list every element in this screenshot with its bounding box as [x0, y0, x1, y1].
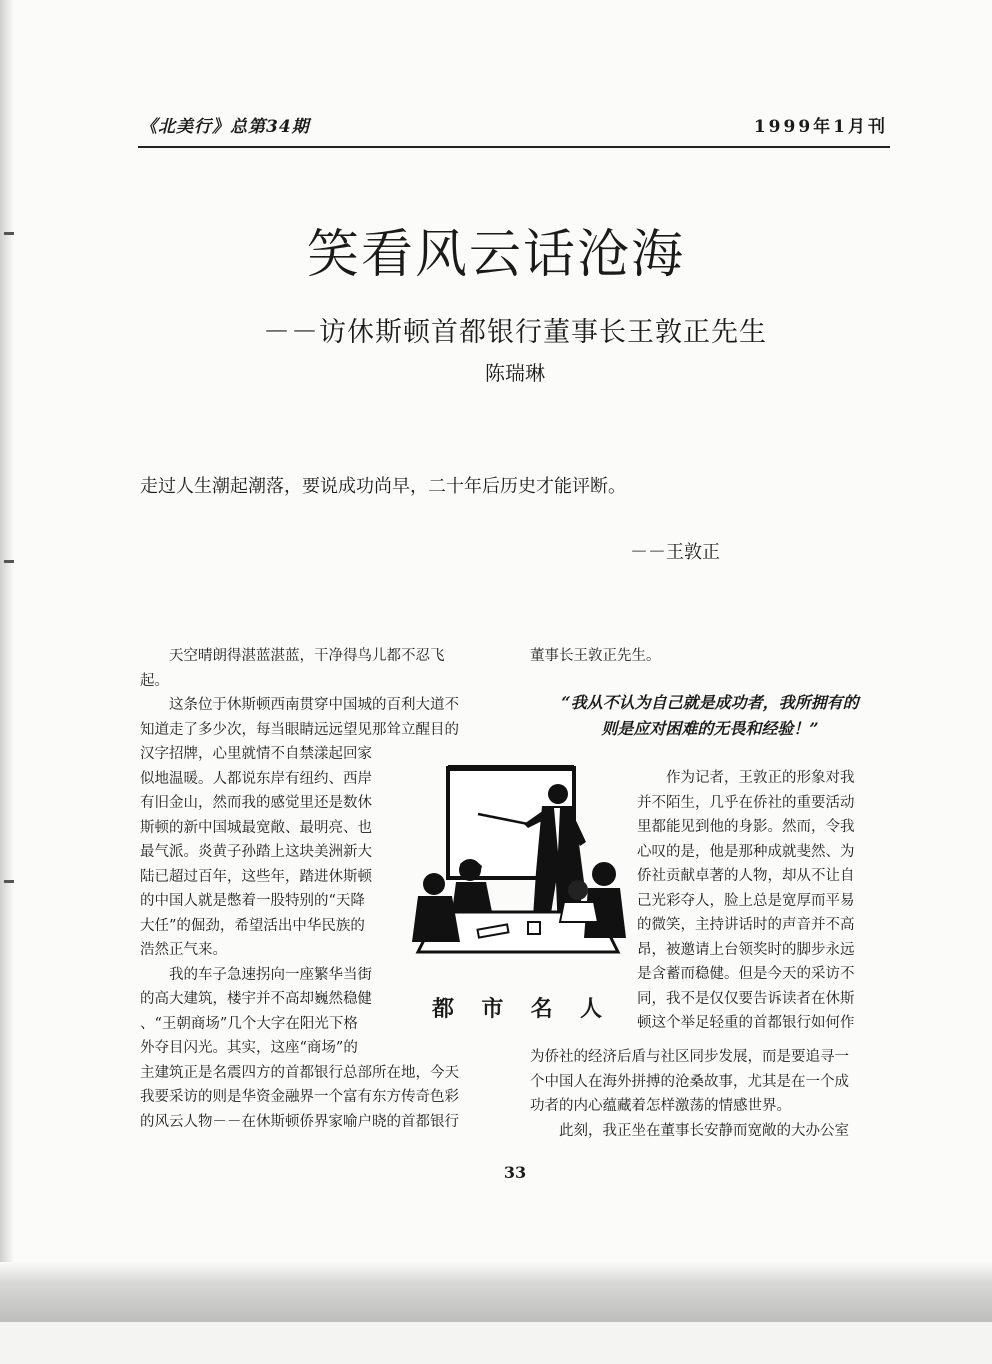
- scan-margin: [0, 1322, 992, 1364]
- body-line: 同，我不是仅仅要告诉读者在休斯: [637, 990, 855, 1007]
- body-line: 个中国人在海外拼搏的沧桑故事，尤其是在一个成: [530, 1073, 849, 1090]
- body-line: 里都能见到他的身影。然而，令我: [637, 819, 855, 835]
- body-line: 主建筑正是名震四方的首都银行总部所在地，今天: [140, 1064, 459, 1081]
- publication-issue: 《北美行》总第34期: [140, 117, 310, 137]
- pull-quote-line: “我从不认为自己就是成功者，我所拥有的: [561, 693, 859, 712]
- body-line: 这条位于休斯顿西南贯穿中国城的百利大道不: [169, 697, 459, 713]
- page-number: 33: [503, 1163, 527, 1182]
- binding-mark: [4, 560, 14, 563]
- epigraph-attribution: －－王敦正: [630, 542, 720, 563]
- body-line: 顿这个举足轻重的首都银行如何作: [637, 1015, 855, 1031]
- body-line: 似地温暖。人都说东岸有纽约、西岸: [140, 770, 372, 787]
- binding-shadow: [0, 0, 14, 1288]
- body-line: 昂，被邀请上台领奖时的脚步永远: [637, 941, 855, 958]
- body-line: 并不陌生，几乎在侨社的重要活动: [637, 794, 855, 811]
- seated-person: [584, 862, 626, 938]
- right-column-top: 董事长王敦正先生。: [530, 648, 661, 664]
- body-line: 作为记者，王敦正的形象对我: [666, 770, 855, 786]
- right-column: [637, 766, 897, 1036]
- body-line: 心叹的是，他是那种成就斐然、为: [637, 843, 855, 860]
- body-line: 知道走了多少次，每当眼睛远远望见那耸立醒目的: [140, 721, 459, 738]
- body-line: 的中国人就是憋着一股特别的“天降: [140, 893, 365, 909]
- article-author: 陈瑞琳: [485, 361, 545, 385]
- right-column-lower: [530, 1045, 890, 1143]
- body-line: 功者的内心蕴藏着怎样激荡的情感世界。: [530, 1098, 791, 1114]
- header-rule: [138, 146, 890, 148]
- body-line: 此刻，我正坐在董事长安静而宽敞的大办公室: [559, 1122, 849, 1139]
- body-line: 外夺目闪光。其实，这座“商场”的: [140, 1040, 358, 1056]
- body-line: 我要采访的则是华资金融界一个富有东方传奇色彩: [140, 1089, 459, 1105]
- article-subtitle: －－访休斯顿首都银行董事长王敦正先生: [263, 317, 767, 348]
- body-line: 最气派。炎黄子孙踏上这块美洲新大: [140, 844, 372, 860]
- body-line: 的微笑，主持讲话时的声音并不高: [637, 917, 855, 933]
- body-line: 陆已超过百年，这些年，踏进休斯顿: [140, 868, 372, 885]
- body-line: 的高大建筑，楼宇并不高却巍然稳健: [140, 991, 372, 1007]
- body-line: 、“王朝商场”几个大字在阳光下格: [140, 1015, 358, 1032]
- binding-mark: [4, 880, 14, 883]
- body-line: 斯顿的新中国城最宽敞、最明亮、也: [140, 819, 372, 836]
- body-line: 天空晴朗得湛蓝湛蓝，干净得鸟儿都不忍飞: [169, 648, 445, 664]
- epigraph: 走过人生潮起潮落，要说成功尚早，二十年后历史才能评断。: [140, 476, 626, 497]
- body-line: 起。: [140, 672, 169, 689]
- pull-quote: [540, 690, 880, 742]
- body-line: 浩然正气来。: [140, 942, 227, 958]
- body-line: 是含蓄而稳健。但是今天的采访不: [637, 966, 855, 982]
- boardroom-illustration: [408, 762, 626, 977]
- body-line: 大任”的倔劲，希望活出中华民族的: [140, 917, 365, 934]
- issue-date: 1999年1月刊: [753, 117, 888, 137]
- body-line: 我的车子急速拐向一座繁华当街: [169, 966, 372, 983]
- body-line: 侨社贡献卓著的人物，却从不让自: [637, 868, 855, 884]
- illustration-caption: 都市名人: [432, 996, 612, 1022]
- body-line: 汉字招牌，心里就情不自禁漾起回家: [140, 746, 372, 762]
- body-line: 己光彩夺人，脸上总是宽厚而平易: [637, 892, 855, 909]
- body-line: 为侨社的经济后盾与社区同步发展，而是要追寻一: [530, 1049, 849, 1065]
- scan-shadow: [0, 1262, 992, 1322]
- body-line: 有旧金山，然而我的感觉里还是数休: [140, 795, 372, 811]
- coffee-cup: [528, 922, 540, 934]
- article-title: 笑看风云话沧海: [306, 225, 685, 285]
- body-line: 的风云人物－－在休斯顿侨界家喻户晓的首都银行: [140, 1113, 459, 1130]
- pull-quote-line: 则是应对困难的无畏和经验！”: [601, 719, 819, 738]
